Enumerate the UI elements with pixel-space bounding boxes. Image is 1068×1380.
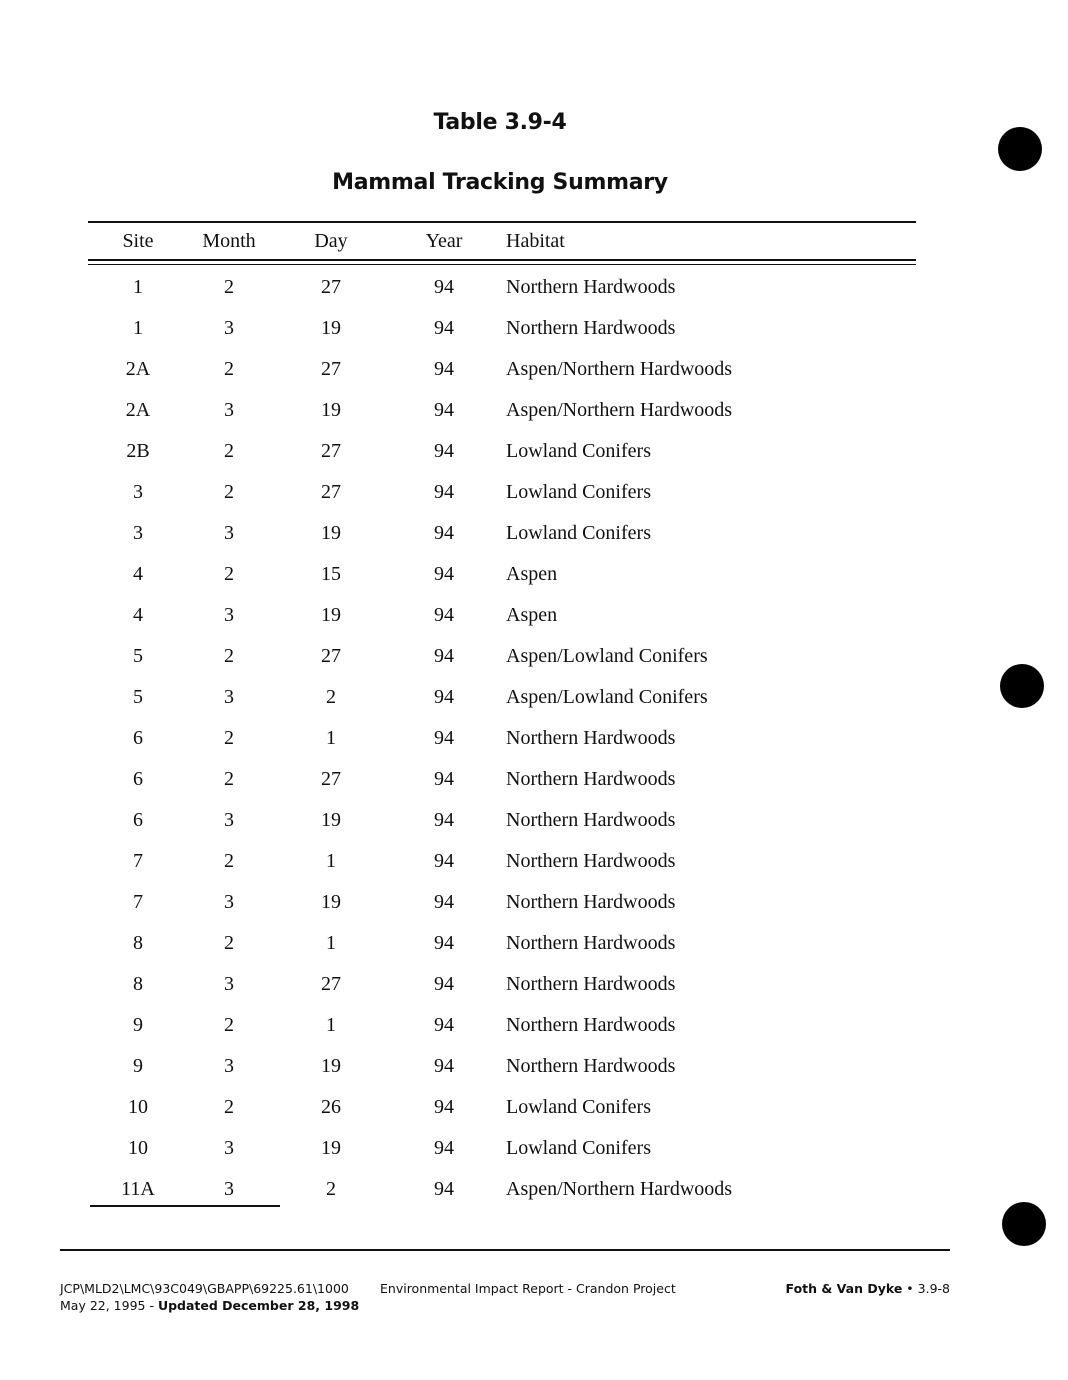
cell-site: 2B <box>126 440 150 462</box>
table-header-row <box>88 230 916 260</box>
change-marker-bullet <box>1000 664 1044 708</box>
cell-site: 4 <box>133 604 143 626</box>
cell-month: 2 <box>224 645 234 667</box>
cell-site: 3 <box>133 522 143 544</box>
cell-site: 8 <box>133 932 143 954</box>
cell-day: 1 <box>326 727 336 749</box>
footer-page-number: 3.9-8 <box>917 1281 950 1296</box>
cell-year: 94 <box>434 399 454 421</box>
cell-year: 94 <box>434 686 454 708</box>
table-row <box>88 891 916 932</box>
cell-year: 94 <box>434 645 454 667</box>
cell-month: 3 <box>224 809 234 831</box>
cell-month: 3 <box>224 522 234 544</box>
cell-day: 27 <box>321 481 341 503</box>
cell-site: 6 <box>133 809 143 831</box>
cell-year: 94 <box>434 932 454 954</box>
cell-year: 94 <box>434 1014 454 1036</box>
table-row <box>88 604 916 645</box>
cell-year: 94 <box>434 891 454 913</box>
cell-day: 1 <box>326 850 336 872</box>
cell-month: 2 <box>224 727 234 749</box>
cell-day: 2 <box>326 1178 336 1200</box>
cell-month: 2 <box>224 850 234 872</box>
cell-year: 94 <box>434 358 454 380</box>
cell-habitat: Northern Hardwoods <box>506 932 676 954</box>
table-row <box>88 686 916 727</box>
cell-day: 19 <box>321 891 341 913</box>
cell-year: 94 <box>434 809 454 831</box>
cell-month: 2 <box>224 1014 234 1036</box>
cell-habitat: Lowland Conifers <box>506 481 651 503</box>
cell-site: 6 <box>133 768 143 790</box>
table-row <box>88 645 916 686</box>
footer-date <box>60 1297 359 1314</box>
table-row <box>88 317 916 358</box>
cell-site: 2A <box>125 399 151 421</box>
table-row <box>88 358 916 399</box>
cell-year: 94 <box>434 973 454 995</box>
cell-day: 27 <box>321 645 341 667</box>
cell-month: 3 <box>224 399 234 421</box>
cell-habitat: Northern Hardwoods <box>506 973 676 995</box>
cell-day: 27 <box>321 440 341 462</box>
table-row <box>88 399 916 440</box>
cell-site: 8 <box>133 973 143 995</box>
cell-habitat: Aspen/Northern Hardwoods <box>506 358 733 380</box>
table-row <box>88 1014 916 1055</box>
cell-month: 2 <box>224 481 234 503</box>
cell-month: 3 <box>224 891 234 913</box>
cell-habitat: Aspen/Lowland Conifers <box>506 686 708 708</box>
cell-day: 19 <box>321 1055 341 1077</box>
header-day: Day <box>314 230 348 252</box>
footer-rule <box>60 1249 950 1251</box>
cell-day: 1 <box>326 1014 336 1036</box>
cell-month: 2 <box>224 1096 234 1118</box>
cell-habitat: Lowland Conifers <box>506 522 651 544</box>
cell-site: 9 <box>133 1055 143 1077</box>
cell-habitat: Northern Hardwoods <box>506 768 676 790</box>
table-row <box>88 973 916 1014</box>
cell-year: 94 <box>434 1178 454 1200</box>
cell-site: 9 <box>133 1014 143 1036</box>
table-title: Table 3.9-4 <box>433 110 567 135</box>
cell-site: 4 <box>133 563 143 585</box>
cell-month: 3 <box>224 973 234 995</box>
cell-habitat: Northern Hardwoods <box>506 1014 676 1036</box>
cell-month: 3 <box>224 1137 234 1159</box>
table-body <box>88 276 916 1219</box>
cell-day: 27 <box>321 973 341 995</box>
cell-month: 2 <box>224 358 234 380</box>
cell-site: 11A <box>121 1178 155 1200</box>
cell-habitat: Lowland Conifers <box>506 1096 651 1118</box>
cell-day: 19 <box>321 1137 341 1159</box>
cell-habitat: Aspen/Northern Hardwoods <box>506 1178 733 1200</box>
cell-year: 94 <box>434 1137 454 1159</box>
cell-month: 3 <box>224 686 234 708</box>
cell-day: 27 <box>321 276 341 298</box>
cell-day: 19 <box>321 809 341 831</box>
table-row <box>88 1137 916 1178</box>
cell-site: 5 <box>133 645 143 667</box>
header-month: Month <box>202 230 256 252</box>
cell-year: 94 <box>434 604 454 626</box>
footer-report-title: Environmental Impact Report - Crandon Project <box>380 1281 676 1296</box>
cell-site: 3 <box>133 481 143 503</box>
cell-day: 19 <box>321 604 341 626</box>
cell-habitat: Aspen/Northern Hardwoods <box>506 399 733 421</box>
cell-habitat: Aspen <box>506 563 558 585</box>
cell-day: 19 <box>321 522 341 544</box>
cell-day: 19 <box>321 399 341 421</box>
footer-date-updated: Updated December 28, 1998 <box>157 1298 360 1313</box>
table-row <box>88 809 916 850</box>
cell-site: 1 <box>133 276 143 298</box>
cell-year: 94 <box>434 1096 454 1118</box>
mammal-tracking-table <box>88 230 916 1219</box>
cell-month: 2 <box>224 276 234 298</box>
change-marker-bullet <box>998 127 1042 171</box>
footer-file-path: JCP\MLD2\LMC\93C049\GBAPP\69225.61\1000 <box>60 1281 349 1296</box>
footer-date-prefix: May 22, 1995 - <box>60 1298 158 1313</box>
cell-habitat: Northern Hardwoods <box>506 727 676 749</box>
cell-site: 5 <box>133 686 143 708</box>
table-subtitle: Mammal Tracking Summary <box>332 170 668 195</box>
cell-habitat: Northern Hardwoods <box>506 850 676 872</box>
cell-year: 94 <box>434 317 454 339</box>
cell-habitat: Northern Hardwoods <box>506 809 676 831</box>
footer-left <box>60 1280 359 1314</box>
cell-site: 1 <box>133 317 143 339</box>
cell-year: 94 <box>434 850 454 872</box>
cell-month: 3 <box>224 317 234 339</box>
footer-company: Foth & Van Dyke <box>785 1281 903 1296</box>
cell-day: 26 <box>321 1096 341 1118</box>
cell-year: 94 <box>434 1055 454 1077</box>
cell-year: 94 <box>434 440 454 462</box>
cell-month: 2 <box>224 768 234 790</box>
table-row <box>88 768 916 809</box>
cell-day: 27 <box>321 768 341 790</box>
cell-habitat: Northern Hardwoods <box>506 891 676 913</box>
cell-day: 1 <box>326 932 336 954</box>
cell-month: 2 <box>224 563 234 585</box>
table-top-rule <box>88 221 916 223</box>
cell-year: 94 <box>434 727 454 749</box>
footer-right <box>786 1280 950 1297</box>
cell-habitat: Aspen <box>506 604 558 626</box>
table-row <box>88 276 916 317</box>
table-row <box>88 563 916 604</box>
header-site: Site <box>122 230 154 252</box>
cell-site: 2A <box>125 358 151 380</box>
cell-site: 6 <box>133 727 143 749</box>
header-year: Year <box>425 230 463 252</box>
cell-habitat: Northern Hardwoods <box>506 1055 676 1077</box>
table-row <box>88 481 916 522</box>
cell-habitat: Aspen/Lowland Conifers <box>506 645 708 667</box>
cell-site: 7 <box>133 891 143 913</box>
cell-day: 15 <box>321 563 341 585</box>
table-row <box>88 932 916 973</box>
cell-habitat: Northern Hardwoods <box>506 276 676 298</box>
cell-month: 3 <box>224 1055 234 1077</box>
cell-year: 94 <box>434 768 454 790</box>
cell-year: 94 <box>434 276 454 298</box>
footer-separator: • <box>906 1281 914 1296</box>
cell-day: 2 <box>326 686 336 708</box>
cell-habitat: Lowland Conifers <box>506 1137 651 1159</box>
cell-day: 19 <box>321 317 341 339</box>
cell-month: 2 <box>224 932 234 954</box>
cell-day: 27 <box>321 358 341 380</box>
cell-site: 10 <box>128 1096 148 1118</box>
table-row <box>88 440 916 481</box>
change-marker-bullet <box>1002 1202 1046 1246</box>
cell-habitat: Northern Hardwoods <box>506 317 676 339</box>
table-row <box>88 1178 916 1219</box>
cell-site: 10 <box>128 1137 148 1159</box>
cell-month: 3 <box>224 1178 234 1200</box>
table-row <box>88 850 916 891</box>
table-row <box>88 727 916 768</box>
cell-month: 3 <box>224 604 234 626</box>
table-row <box>88 522 916 563</box>
header-habitat: Habitat <box>506 230 565 252</box>
cell-year: 94 <box>434 563 454 585</box>
cell-year: 94 <box>434 522 454 544</box>
cell-habitat: Lowland Conifers <box>506 440 651 462</box>
cell-site: 7 <box>133 850 143 872</box>
cell-year: 94 <box>434 481 454 503</box>
table-row <box>88 1055 916 1096</box>
cell-month: 2 <box>224 440 234 462</box>
table-row <box>88 1096 916 1137</box>
